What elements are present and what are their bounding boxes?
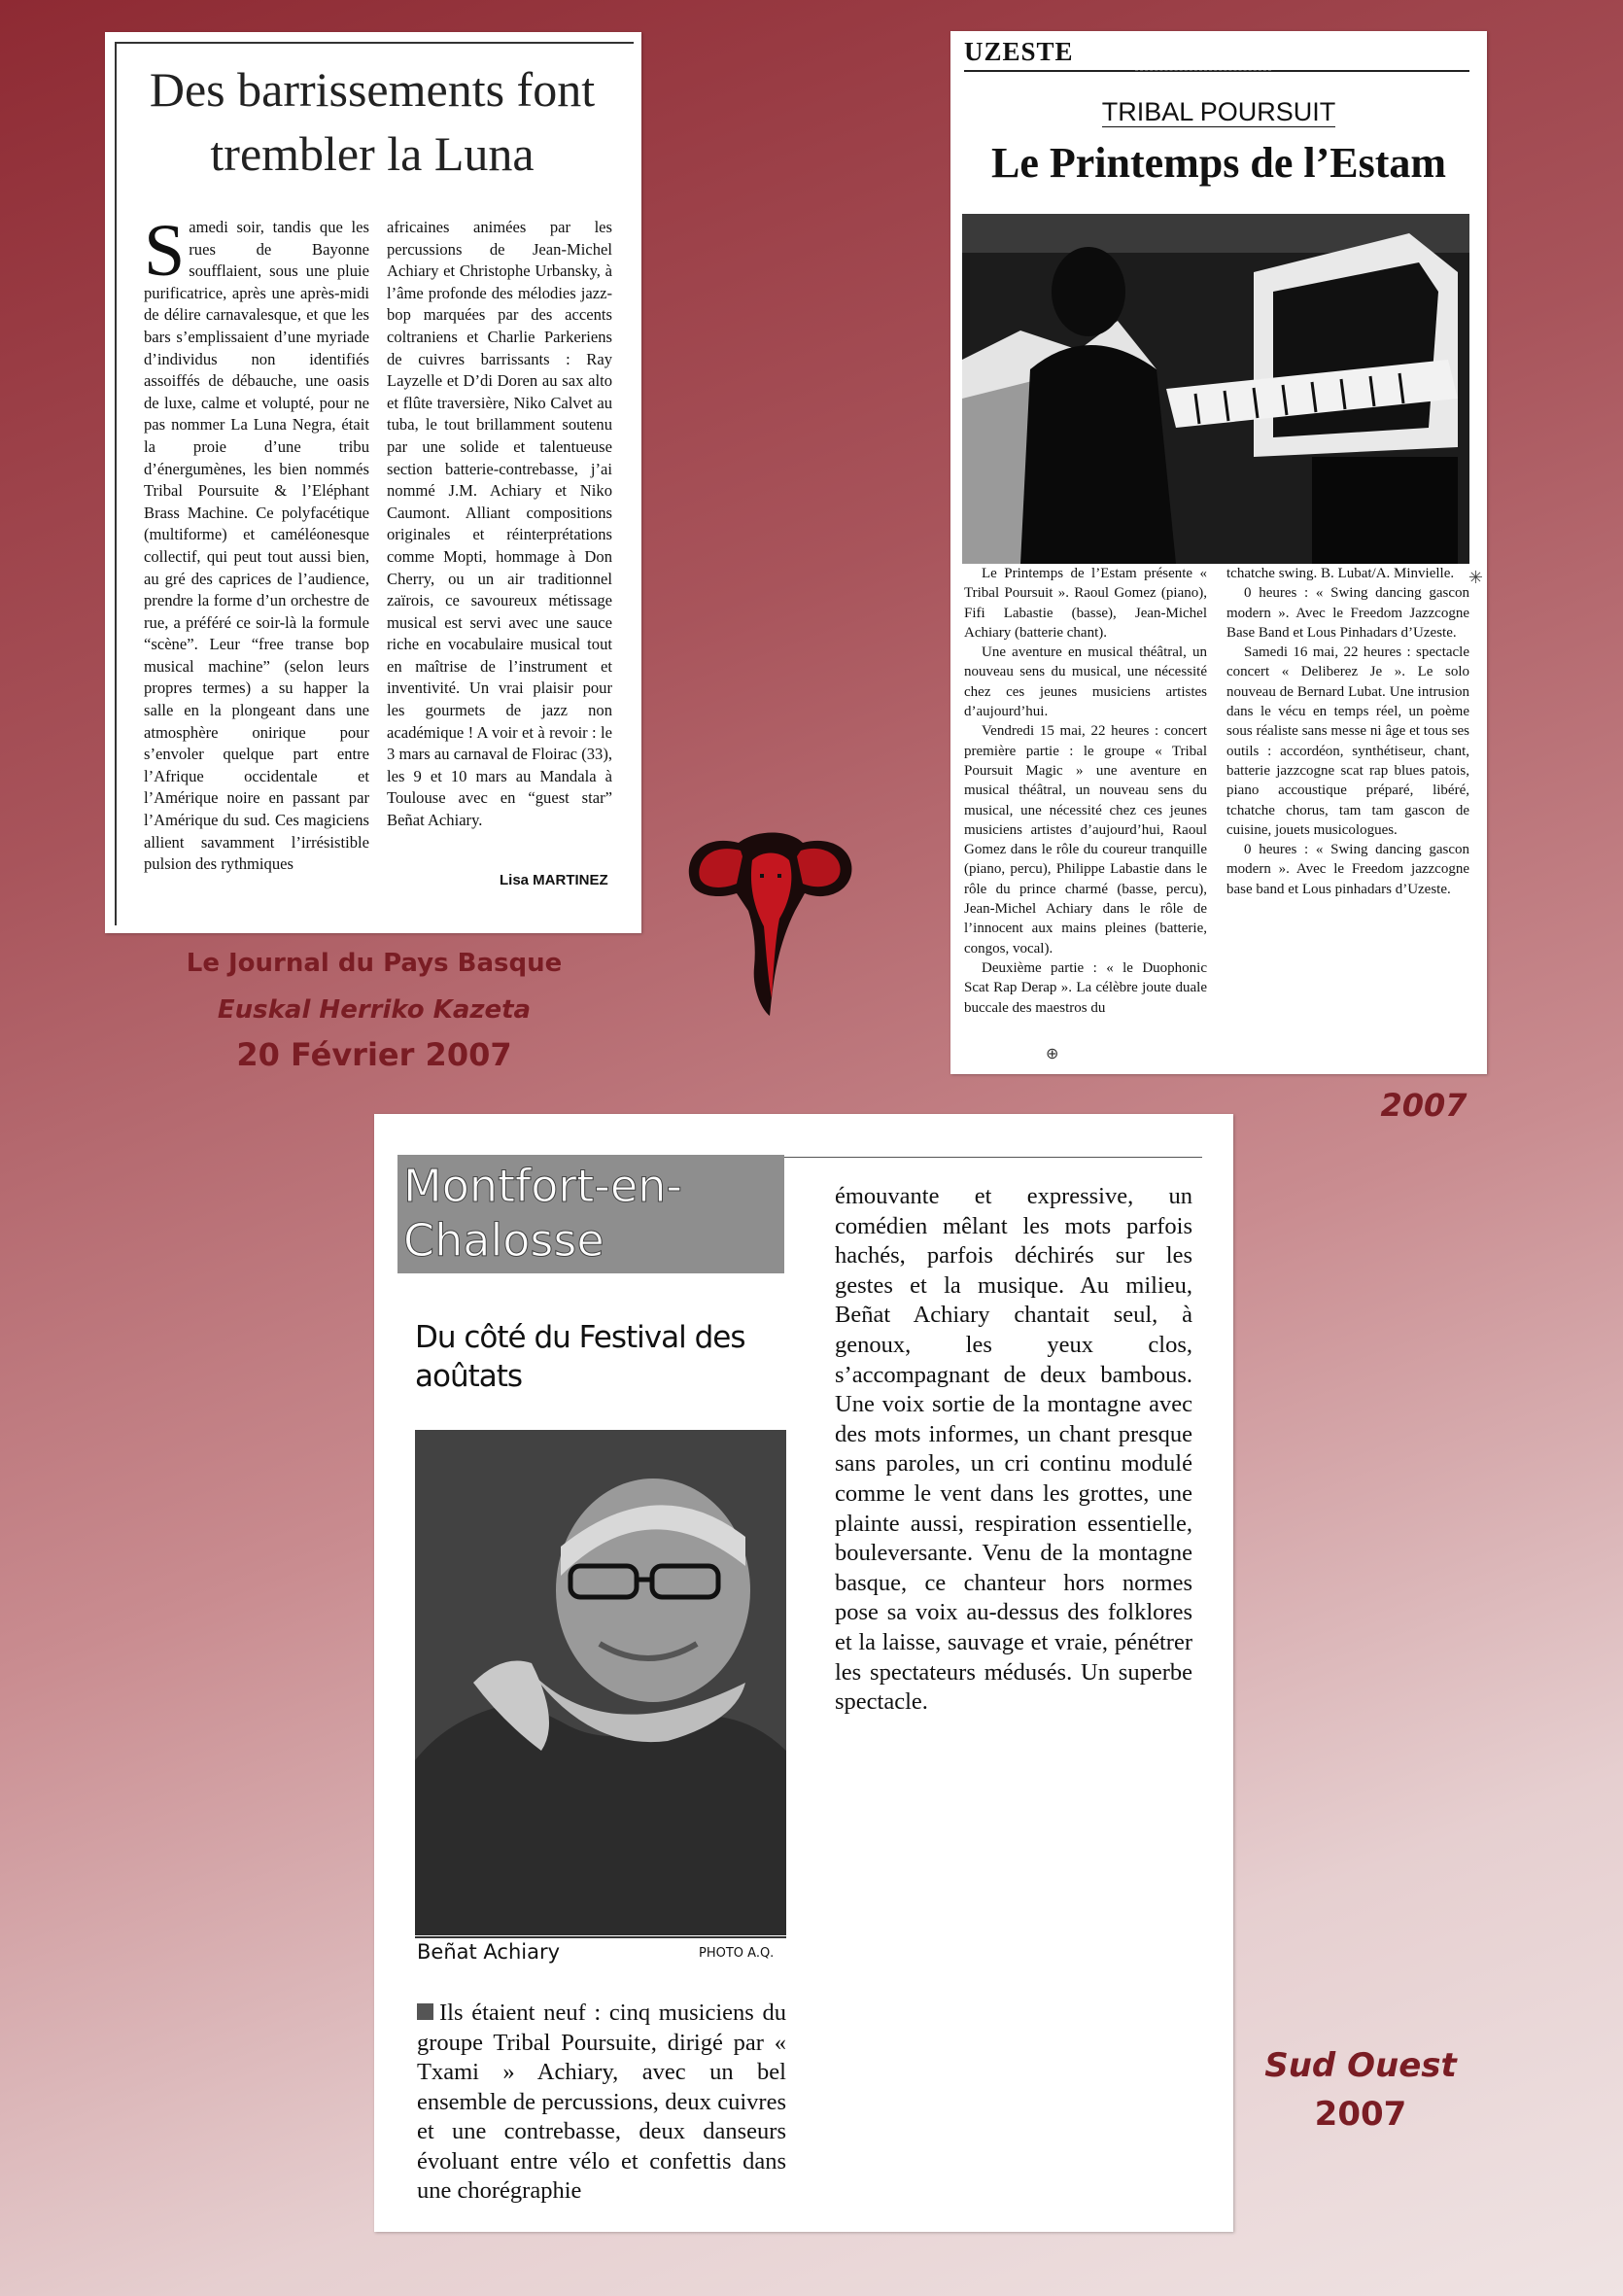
caption-basque-name: Euskal Herriko Kazeta xyxy=(217,995,532,1025)
article-column-1 xyxy=(964,564,1207,1018)
paragraph: 0 heures : « Swing dancing gascon modern ». Avec le Freedom jazzcogne base band et Lous pinhadars d’Uzeste. xyxy=(1226,842,1469,897)
caption-paper-name: Sud Ouest xyxy=(1264,2046,1457,2085)
article-title: Des barrissements font trembler la Luna xyxy=(149,62,596,181)
paragraph: Samedi 16 mai, 22 heures : spectacle concert « Deliberez Je ». Le solo nouveau de Bernard Lubat. Une intrusion dans le vécu en temps réel, un poème sous réaliste sans messe ni âge et tous ses outils : accordéon, synthétiseur, chant, batterie jazzcogne scat rap blues patois, piano accoustique préparé, libéré, tchatche chorus, tam tam gascon de cuisine, jouets musicologues. xyxy=(1226,644,1469,838)
article-luna-clipping xyxy=(105,32,641,933)
photo-credit: PHOTO A.Q. xyxy=(699,1946,775,1961)
source-caption-journal xyxy=(146,948,603,1073)
print-mark-icon: ✳ xyxy=(1468,568,1483,587)
elephant-head-logo xyxy=(680,821,857,1020)
caption-date: 20 Février 2007 xyxy=(236,1036,512,1073)
paragraph: Une aventure en musical théâtral, un nouveau sens du musical, une nécessité chez ces jeunes musiciens artistes d’aujourd’hui. xyxy=(964,644,1207,720)
caption-journal-name: Le Journal du Pays Basque xyxy=(186,949,563,978)
paragraph: Le Printemps de l’Estam présente « Tribal Poursuit ». Raoul Gomez (piano), Fifi Labastie (basse), Jean-Michel Achiary (batterie chant). xyxy=(964,566,1207,641)
locality-banner xyxy=(397,1155,784,1273)
article-title: Le Printemps de l’Estam xyxy=(990,139,1447,187)
drop-cap: S xyxy=(144,210,186,292)
photo-rule xyxy=(415,1936,786,1938)
paragraph: Deuxième partie : « le Duophonic Scat Rap Derap ». La célèbre joute duale buccale des maestros du xyxy=(964,959,1207,1016)
source-caption-sudouest xyxy=(1229,2041,1492,2139)
bullet-square-icon xyxy=(417,2003,433,2020)
article-text-right: émouvante et expressive, un comédien mêlant les mots parfois hachés, parfois déchirés sur les gestes et la musique. Au milieu, Beñat Achiary chantait seul, à genoux, les yeux clos, s’accompagnant de deux bambous. Une voix sortie de la montagne avec des mots informes, un chant presque sans paroles, un cri continu modulé comme le vent dans les grottes, une plainte aussi, respiration essentielle, bouleversante. Venu de la montagne basque, ce chanteur hors normes pose sa voix au-dessus des folklores et la laisse, sauvage et vraie, pénétrer les spectateurs médusés. Un superbe spectacle. xyxy=(835,1183,1192,1716)
subtitle-text: TRIBAL POURSUIT xyxy=(1101,97,1336,126)
article-column-2 xyxy=(1226,564,1469,899)
print-mark-icon: ⊕ xyxy=(1046,1046,1059,1062)
caption-year: 2007 xyxy=(1314,2095,1407,2134)
paragraph: Vendredi 15 mai, 22 heures : concert première partie : le groupe « Tribal Poursuit Magic » une aventure en musical théâtral, un nouveau sens du musical, une nécessité chez ces jeunes musiciens artistes d’aujourd’hui, Raoul Gomez dans le rôle du coureur tranquille (piano, percu), Philippe Labastie dans le rôle du prince charmé (basse, percu), Jean-Michel Achiary dans le rôle de l’innocent aux mains pleines (batterie, congos, vocal). xyxy=(964,723,1207,957)
article-uzeste-clipping xyxy=(950,31,1487,1074)
article-author: Lisa MARTINEZ xyxy=(500,872,608,888)
section-title: Du côté du Festival des aoûtats xyxy=(415,1320,745,1394)
article-column-2: africaines animées par les percussions de Jean-Michel Achiary et Christophe Urbansky, à l’âme profonde des mélodies jazz-bop marquées par des accents coltraniens et Charlie Parkeriens de cuivres barrissants : Ray Layzelle et D’di Doren au sax alto et flûte traversière, Niko Calvet au tuba, le tout brillamment soutenu par une solide et talentueuse section batterie-contrebasse, j’ai nommé J.M. Achiary et Niko Caumont. Alliant compositions originales et réinterprétations comme Mopti, hommage à Don Cherry, ou un air traditionnel zaïrois, ce savoureux métissage musical est servi avec une sauce riche en vocabulaire musical tout en maîtrise de l’instrument et inventivité. Un vrai plaisir pour les gourmets de jazz non académique ! A voir et à revoir : le 3 mars au carnaval de Floirac (33), les 9 et 10 mars au Mandala à Toulouse avec en “guest star” Beñat Achiary. xyxy=(387,218,612,830)
article-text-left xyxy=(417,1999,786,2207)
article-column-1 xyxy=(144,210,369,876)
text-left-body: Ils étaient neuf : cinq musiciens du groupe Tribal Poursuite, dirigé par « Txami » Achiary, avec un bel ensemble de percussions, deux cuivres et une contrebasse, deux danseurs évoluant entre vélo et confettis dans une chorégraphie xyxy=(417,2000,786,2204)
article-subtitle xyxy=(950,97,1487,127)
article-montfort-clipping xyxy=(374,1114,1233,2232)
source-caption-year: 2007 xyxy=(1380,1087,1468,1124)
top-rule xyxy=(784,1157,1202,1158)
portrait-photo xyxy=(415,1430,786,1935)
article-kicker: UZESTE xyxy=(964,37,1074,66)
pianist-photo xyxy=(962,214,1469,564)
photo-caption: Beñat Achiary xyxy=(417,1940,561,1964)
paragraph: 0 heures : « Swing dancing gascon modern ». Avec le Freedom Jazzcogne Base Band et Lous Pinhadars d’Uzeste. xyxy=(1226,585,1469,641)
column-1-text: amedi soir, tandis que les rues de Bayonne soufflaient, sous une pluie purificatrice, après une après-midi de délire carnavalesque, et que les bars s’emplissaient d’une myriade d’individus non identifiés assoiffés de débauche, une oasis de luxe, calme et volupté, pour ne pas nommer La Luna Negra, était la proie d’une tribu d’énergumènes, les bien nommés Tribal Poursuite & l’Eléphant Brass Machine. Ce polyfacétique (multiforme) et caméléonesque collectif, qui peut tout aussi bien, au gré des caprices de l’audience, prendre la forme d’un orchestre de rue, a préféré ce soir-là la formule “scène”. Leur “free transe bop musical machine” (selon leurs propres termes) a su happer la salle en la plongeant dans une atmosphère onirique pour s’envoler quelque part entre l’Afrique occidentale et l’Amérique noire en passant par l’Amérique du sud. Ces magiciens allient savamment l’irrésistible pulsion des rythmiques xyxy=(144,218,369,874)
paragraph: tchatche swing. B. Lubat/A. Minvielle. xyxy=(1226,566,1455,581)
locality-name: Montfort-en-Chalosse xyxy=(403,1160,682,1267)
kicker-dash xyxy=(1135,70,1271,71)
